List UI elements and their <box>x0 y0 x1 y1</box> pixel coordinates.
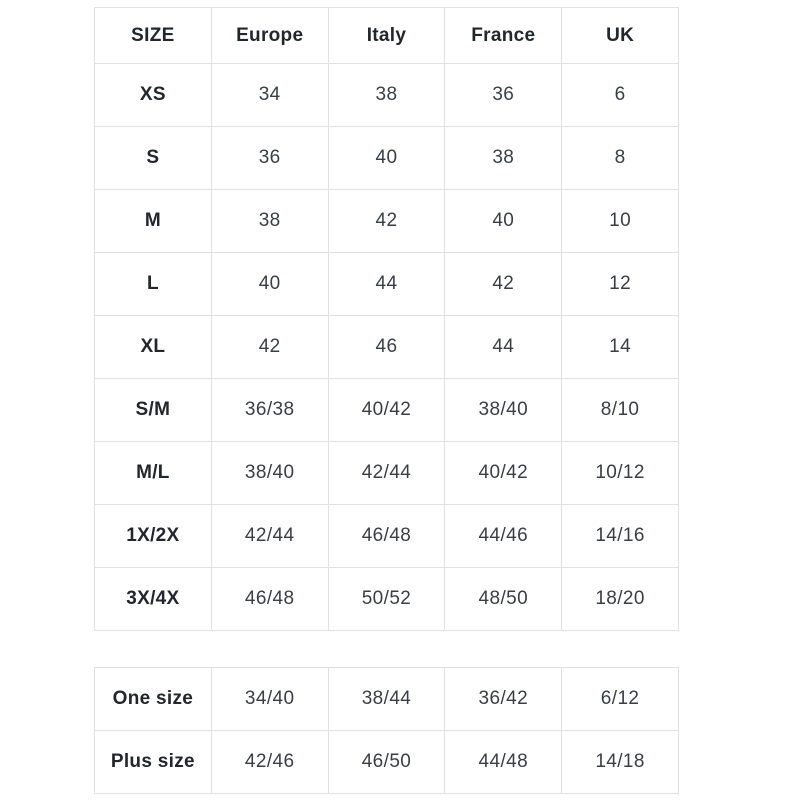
size-label-cell: 1X/2X <box>95 505 212 568</box>
table-row <box>95 731 679 794</box>
value-cell: 38 <box>445 127 562 190</box>
value-cell: 50/52 <box>328 568 445 631</box>
value-cell: 10 <box>562 190 679 253</box>
value-cell: 38/44 <box>328 668 445 731</box>
value-cell: 42 <box>211 316 328 379</box>
table-row <box>95 379 679 442</box>
size-label-cell: S/M <box>95 379 212 442</box>
size-conversion-table <box>94 7 679 631</box>
value-cell: 42/46 <box>211 731 328 794</box>
value-cell: 42 <box>445 253 562 316</box>
table-row <box>95 190 679 253</box>
value-cell: 18/20 <box>562 568 679 631</box>
size-label-cell: M <box>95 190 212 253</box>
value-cell: 46/48 <box>328 505 445 568</box>
value-cell: 42/44 <box>211 505 328 568</box>
size-label-cell: M/L <box>95 442 212 505</box>
value-cell: 40/42 <box>445 442 562 505</box>
table-row <box>95 64 679 127</box>
value-cell: 38 <box>211 190 328 253</box>
value-cell: 14 <box>562 316 679 379</box>
value-cell: 46/50 <box>328 731 445 794</box>
value-cell: 36 <box>445 64 562 127</box>
value-cell: 8/10 <box>562 379 679 442</box>
value-cell: 48/50 <box>445 568 562 631</box>
value-cell: 6 <box>562 64 679 127</box>
value-cell: 40/42 <box>328 379 445 442</box>
value-cell: 40 <box>445 190 562 253</box>
special-sizes-table <box>94 667 679 794</box>
column-header-cell: Italy <box>328 8 445 64</box>
table-row <box>95 505 679 568</box>
value-cell: 36/42 <box>445 668 562 731</box>
table-row <box>95 127 679 190</box>
value-cell: 44/48 <box>445 731 562 794</box>
value-cell: 44 <box>328 253 445 316</box>
table-row <box>95 442 679 505</box>
column-header-cell: France <box>445 8 562 64</box>
value-cell: 36 <box>211 127 328 190</box>
value-cell: 34/40 <box>211 668 328 731</box>
table-row <box>95 568 679 631</box>
value-cell: 46 <box>328 316 445 379</box>
value-cell: 38/40 <box>211 442 328 505</box>
header-row <box>95 8 679 64</box>
value-cell: 36/38 <box>211 379 328 442</box>
value-cell: 38/40 <box>445 379 562 442</box>
size-label-cell: S <box>95 127 212 190</box>
size-label-cell: XS <box>95 64 212 127</box>
value-cell: 14/18 <box>562 731 679 794</box>
value-cell: 44 <box>445 316 562 379</box>
value-cell: 40 <box>328 127 445 190</box>
size-label-cell: XL <box>95 316 212 379</box>
table-row <box>95 316 679 379</box>
value-cell: 46/48 <box>211 568 328 631</box>
value-cell: 14/16 <box>562 505 679 568</box>
value-cell: 44/46 <box>445 505 562 568</box>
column-header-cell: UK <box>562 8 679 64</box>
value-cell: 6/12 <box>562 668 679 731</box>
column-header-cell: SIZE <box>95 8 212 64</box>
value-cell: 42 <box>328 190 445 253</box>
table-row <box>95 253 679 316</box>
size-label-cell: 3X/4X <box>95 568 212 631</box>
value-cell: 12 <box>562 253 679 316</box>
value-cell: 42/44 <box>328 442 445 505</box>
size-label-cell: L <box>95 253 212 316</box>
size-label-cell: Plus size <box>95 731 212 794</box>
value-cell: 8 <box>562 127 679 190</box>
size-label-cell: One size <box>95 668 212 731</box>
table-row <box>95 668 679 731</box>
value-cell: 40 <box>211 253 328 316</box>
column-header-cell: Europe <box>211 8 328 64</box>
value-cell: 34 <box>211 64 328 127</box>
value-cell: 10/12 <box>562 442 679 505</box>
value-cell: 38 <box>328 64 445 127</box>
